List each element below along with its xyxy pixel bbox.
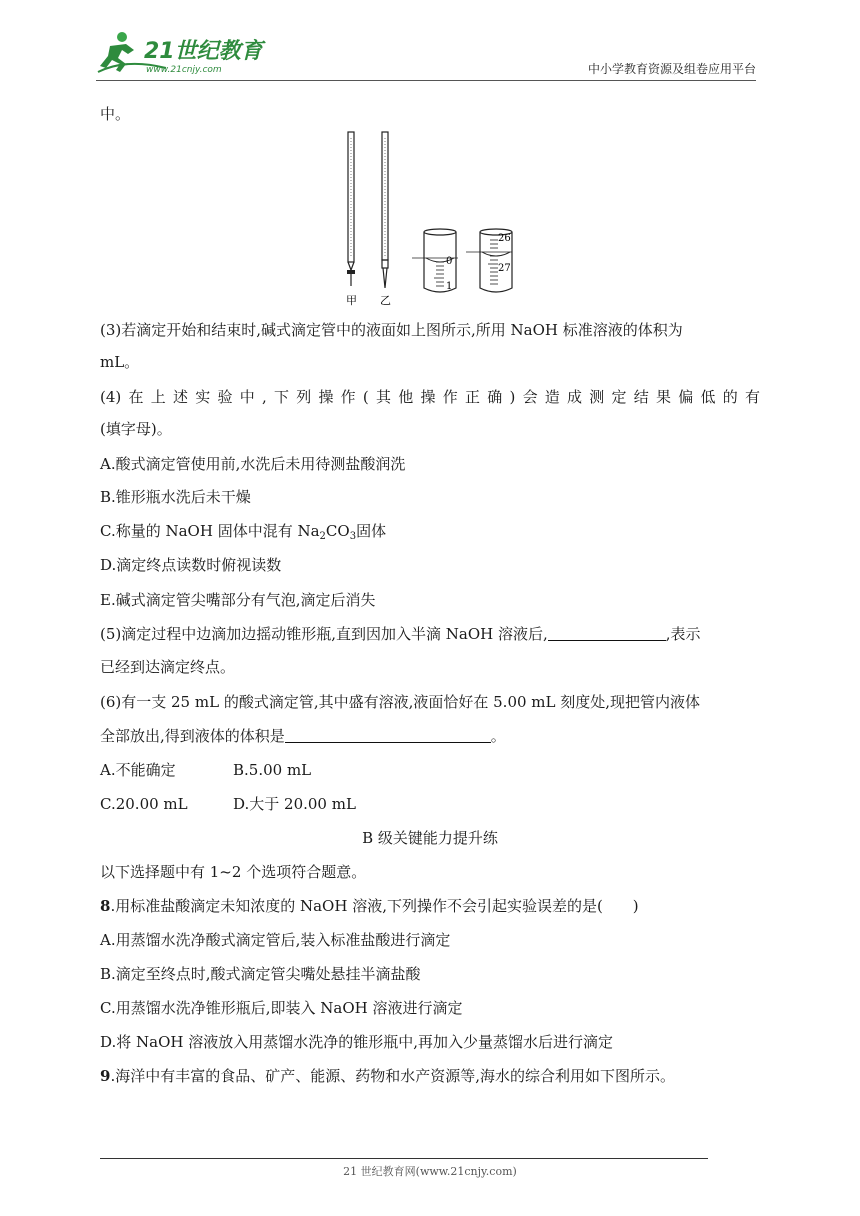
question-5-line2: 已经到达滴定终点。 (100, 658, 236, 676)
label-yi: 乙 (380, 294, 391, 307)
option-d: D.大于 20.00 mL (233, 795, 356, 813)
page-header (96, 28, 756, 78)
label-jia: 甲 (346, 294, 357, 307)
mark-26: 26 (498, 233, 511, 244)
option-b: B.滴定至终点时,酸式滴定管尖嘴处悬挂半滴盐酸 (100, 965, 421, 983)
base-burette (380, 132, 391, 307)
question-4-line2: (填字母)。 (100, 420, 172, 438)
answer-blank (285, 726, 491, 743)
mark-27: 27 (498, 263, 511, 274)
option-a: A.不能确定 (100, 761, 176, 779)
option-b: B.锥形瓶水洗后未干燥 (100, 488, 251, 506)
option-b: B.5.00 mL (233, 761, 312, 779)
option-a: A.用蒸馏水洗净酸式滴定管后,装入标准盐酸进行滴定 (100, 931, 451, 949)
footer-divider (100, 1158, 708, 1159)
footer-text: 21 世纪教育网(www.21cnjy.com) (343, 1165, 517, 1178)
question-6-line1: (6)有一支 25 mL 的酸式滴定管,其中盛有溶液,液面恰好在 5.00 mL 刻度处,现把管内液体 (100, 693, 701, 711)
text-line: 中。 (100, 105, 131, 123)
question-3-line2: mL。 (100, 353, 140, 371)
acid-burette (346, 132, 357, 307)
answer-blank (548, 624, 666, 641)
question-9: 9.海洋中有丰富的食品、矿产、能源、药物和水产资源等,海水的综合利用如下图所示。 (100, 1067, 675, 1085)
platform-name: 中小学教育资源及组卷应用平台 (587, 62, 756, 76)
section-title: B 级关键能力提升练 (362, 829, 498, 847)
question-8: 8.用标准盐酸滴定未知浓度的 NaOH 溶液,下列操作不会引起实验误差的是( ) (100, 897, 639, 915)
burette-figure (340, 128, 530, 308)
option-e: E.碱式滴定管尖嘴部分有气泡,滴定后消失 (100, 591, 376, 609)
end-reading-tube (466, 229, 512, 292)
question-3-line1: (3)若滴定开始和结束时,碱式滴定管中的液面如上图所示,所用 NaOH 标准溶液的体积为 (100, 321, 683, 339)
question-5-line1: (5)滴定过程中边滴加边摇动锥形瓶,直到因加入半滴 NaOH 溶液后, ,表示 (100, 625, 701, 643)
site-logo (96, 28, 266, 78)
option-c: C.20.00 mL (100, 795, 188, 813)
question-4-line1: (4)在上述实验中,下列操作(其他操作正确)会造成测定结果偏低的有 (100, 388, 760, 406)
header-divider (96, 80, 756, 81)
option-c: C.用蒸馏水洗净锥形瓶后,即装入 NaOH 溶液进行滴定 (100, 999, 463, 1017)
logo-url-text: www.21cnjy.com (146, 65, 222, 75)
question-6-line2: 全部放出,得到液体的体积是 。 (100, 727, 506, 745)
start-reading-tube (412, 229, 458, 292)
option-c: C.称量的 NaOH 固体中混有 $Na_2CO_3$固体 (100, 522, 387, 542)
mark-0: 0 (446, 256, 453, 267)
option-d: D.将 NaOH 溶液放入用蒸馏水洗净的锥形瓶中,再加入少量蒸馏水后进行滴定 (100, 1033, 614, 1051)
mark-1: 1 (446, 281, 453, 292)
logo-text: 21世纪教育 (144, 39, 263, 64)
instruction-text: 以下选择题中有 1~2 个选项符合题意。 (100, 863, 367, 881)
option-d: D.滴定终点读数时俯视读数 (100, 556, 282, 574)
option-a: A.酸式滴定管使用前,水洗后未用待测盐酸润洗 (100, 455, 406, 473)
